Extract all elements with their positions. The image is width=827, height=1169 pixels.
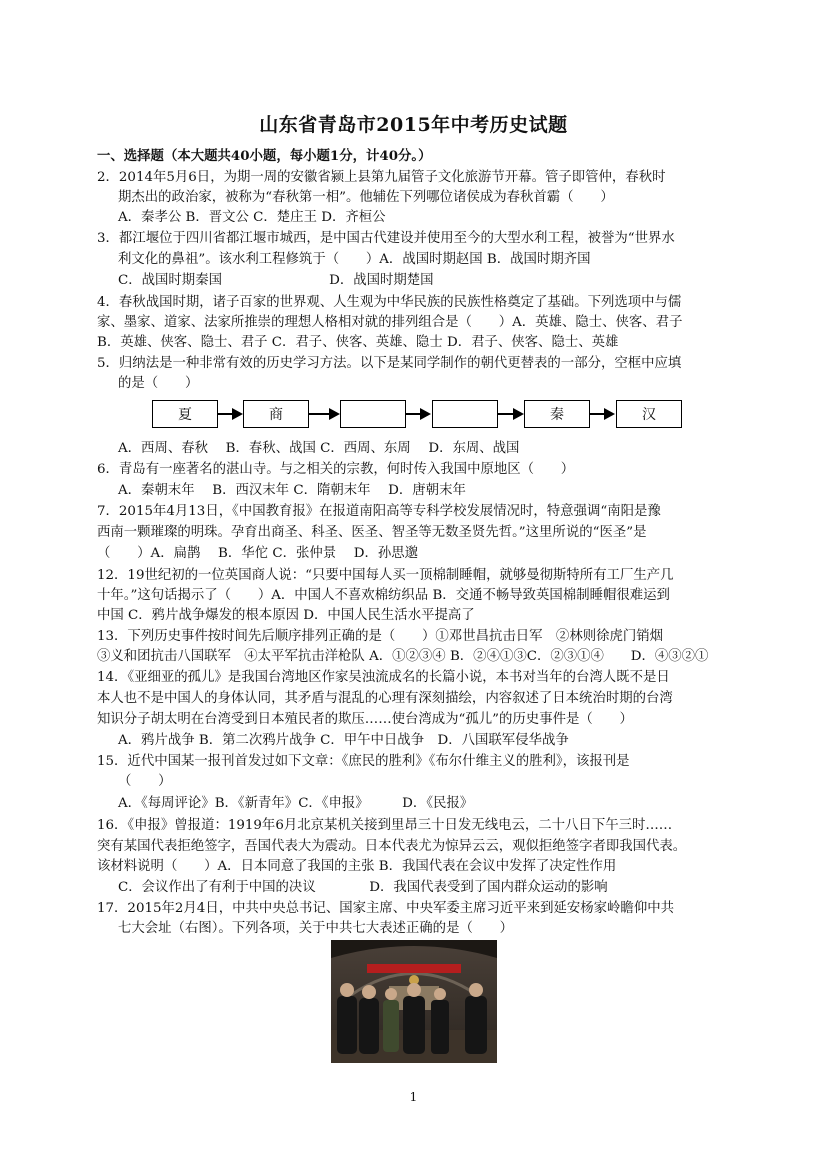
flow-arrow-line [590,413,605,415]
question-6-line-1: 6．青岛有一座著名的湛山寺。与之相关的宗教，何时传入我国中原地区（ ） [97,462,575,477]
question-12-line-2: 十年。”这句话揭示了（ ）A．中国人不喜欢棉纺织品 B．交通不畅导致英国棉制睡帽很难运到 [97,588,670,603]
question-7-line-2: 西南一颗璀璨的明珠。孕育出商圣、科圣、医圣、智圣等无数圣贤先哲。”这里所说的“医圣”是 [97,525,647,540]
question-5-line-1: 5．归纳法是一种非常有效的历史学习方法。以下是某同学制作的朝代更替表的一部分，空框中应填 [97,356,682,371]
flow-arrow-head [232,408,243,420]
question-14-line-2: 本人也不是中国人的身体认同，其矛盾与混乱的心理有深刻描绘，内容叙述了日本统治时期的台湾 [97,691,673,706]
section-heading: 一、选择题（本大题共40小题，每小题1分，计40分。） [97,148,432,164]
flow-arrow-line [498,413,514,415]
question-14-line-1: 14．《亚细亚的孤儿》是我国台湾地区作家吴浊流成名的长篇小说，本书对当年的台湾人既不是日 [97,670,670,685]
flow-arrow-head [604,408,615,420]
flow-arrow-line [218,413,232,415]
question-4-line-2: 家、墨家、道家、法家所推崇的理想人格相对就的排列组合是（ ）A．英雄、隐士、侠客、君子 [97,315,683,330]
question-12-line-1: 12．19世纪初的一位英国商人说：“只要中国每人买一顶棉制睡帽，就够曼彻斯特所有工厂生产几 [97,568,674,583]
question-17-line-2: 七大会址（右图）。下列各项，关于中共七大表述正确的是（ ） [118,921,514,936]
question-15-line-2: （ ） [118,774,172,789]
question-14-line-3: 知识分子胡太明在台湾受到日本殖民者的欺压……使台湾成为“孤儿”的历史事件是（ ） [97,712,633,727]
flow-box-5: 秦 [524,400,590,428]
question-13-line-1: 13．下列历史事件按时间先后顺序排列正确的是（ ）①邓世昌抗击日军 ②林则徐虎门销烟 [97,629,664,644]
question-16-options: C．会议作出了有利于中国的决议 D．我国代表受到了国内群众运动的影响 [118,880,608,895]
page-title: 山东省青岛市2015年中考历史试题 [259,114,568,136]
question-15-line-1: 15．近代中国某一报刊首发过如下文章：《庶民的胜利》《布尔什维主义的胜利》，该报刊是 [97,754,630,769]
question-3-options: C．战国时期秦国 D．战国时期楚国 [118,273,434,288]
question-16-line-1: 16．《申报》曾报道：1919年6月北京某机关接到里昂三十日发无线电云，二十八日下午三时…… [97,818,673,833]
question-12-line-3: 中国 C．鸦片战争爆发的根本原因 D．中国人民生活水平提高了 [97,608,475,623]
flow-arrow-head [420,408,431,420]
question-17-line-1: 17．2015年2月4日，中共中央总书记、国家主席、中央军委主席习近平来到延安杨家岭瞻仰中共 [97,901,674,916]
dynasty-flow-diagram [152,400,670,430]
photo-illustration [331,940,497,1063]
question-4-line-1: 4．春秋战国时期，诸子百家的世界观、人生观为中华民族的民族性格奠定了基础。下列选项中与儒 [97,295,682,310]
question-7-line-1: 7．2015年4月13日，《中国教育报》在报道南阳高等专科学校发展情况时，特意强调“南阳是豫 [97,504,661,519]
question-13-line-2: ③义和团抗击八国联军 ④太平军抗击洋枪队 A．①②③④ B．②④①③C．②③①④ D．④③②① [97,649,709,664]
question-3-line-1: 3．都江堰位于四川省都江堰市城西，是中国古代建设并使用至今的大型水利工程，被誉为“世界水 [97,231,675,246]
flow-box-1: 夏 [152,400,218,428]
page-number: 1 [409,1090,418,1104]
question-4-options: B．英雄、侠客、隐士、君子 C．君子、侠客、英雄、隐士 D．君子、侠客、隐士、英雄 [97,335,619,350]
flow-arrow-head [329,408,340,420]
question-16-line-2: 突有某国代表拒绝签字，吾国代表大为震动。日本代表尤为惊异云云，观似拒绝签字者即我国代表。 [97,839,687,854]
flow-box-6: 汉 [616,400,682,428]
question-16-line-3: 该材料说明（ ）A．日本同意了我国的主张 B．我国代表在会议中发挥了决定性作用 [97,859,617,874]
flow-box-blank-1 [340,400,406,428]
question-7-options: （ ）A．扁鹊 B．华佗 C．张仲景 D．孙思邈 [97,546,419,561]
meeting-hall-photo [331,940,497,1063]
flow-arrow-line [309,413,330,415]
question-14-options: A．鸦片战争 B．第二次鸦片战争 C．甲午中日战争 D．八国联军侵华战争 [118,733,569,748]
flow-arrow-head [513,408,524,420]
question-2-line-1: 2．2014年5月6日，为期一周的安徽省颍上县第九届管子文化旅游节开幕。管子即管仲，春秋时 [97,170,666,185]
question-2-options: A．秦孝公 B．晋文公 C．楚庄王 D．齐桓公 [118,210,386,225]
question-6-options: A．秦朝末年 B．西汉末年 C．隋朝末年 D．唐朝末年 [118,483,466,498]
question-5-options: A．西周、春秋 B．春秋、战国 C．西周、东周 D．东周、战国 [118,441,520,456]
flow-arrow-line [406,413,421,415]
question-15-options: A．《每周评论》B．《新青年》C．《申报》 D．《民报》 [118,796,474,811]
flow-box-2: 商 [243,400,309,428]
question-3-line-2: 利文化的鼻祖”。该水利工程修筑于（ ）A．战国时期赵国 B．战国时期齐国 [118,252,591,267]
question-5-line-2: 的是（ ） [118,376,199,391]
question-2-line-2: 期杰出的政治家，被称为“春秋第一相”。他辅佐下列哪位诸侯成为春秋首霸（ ） [118,190,614,205]
flow-box-blank-2 [432,400,498,428]
